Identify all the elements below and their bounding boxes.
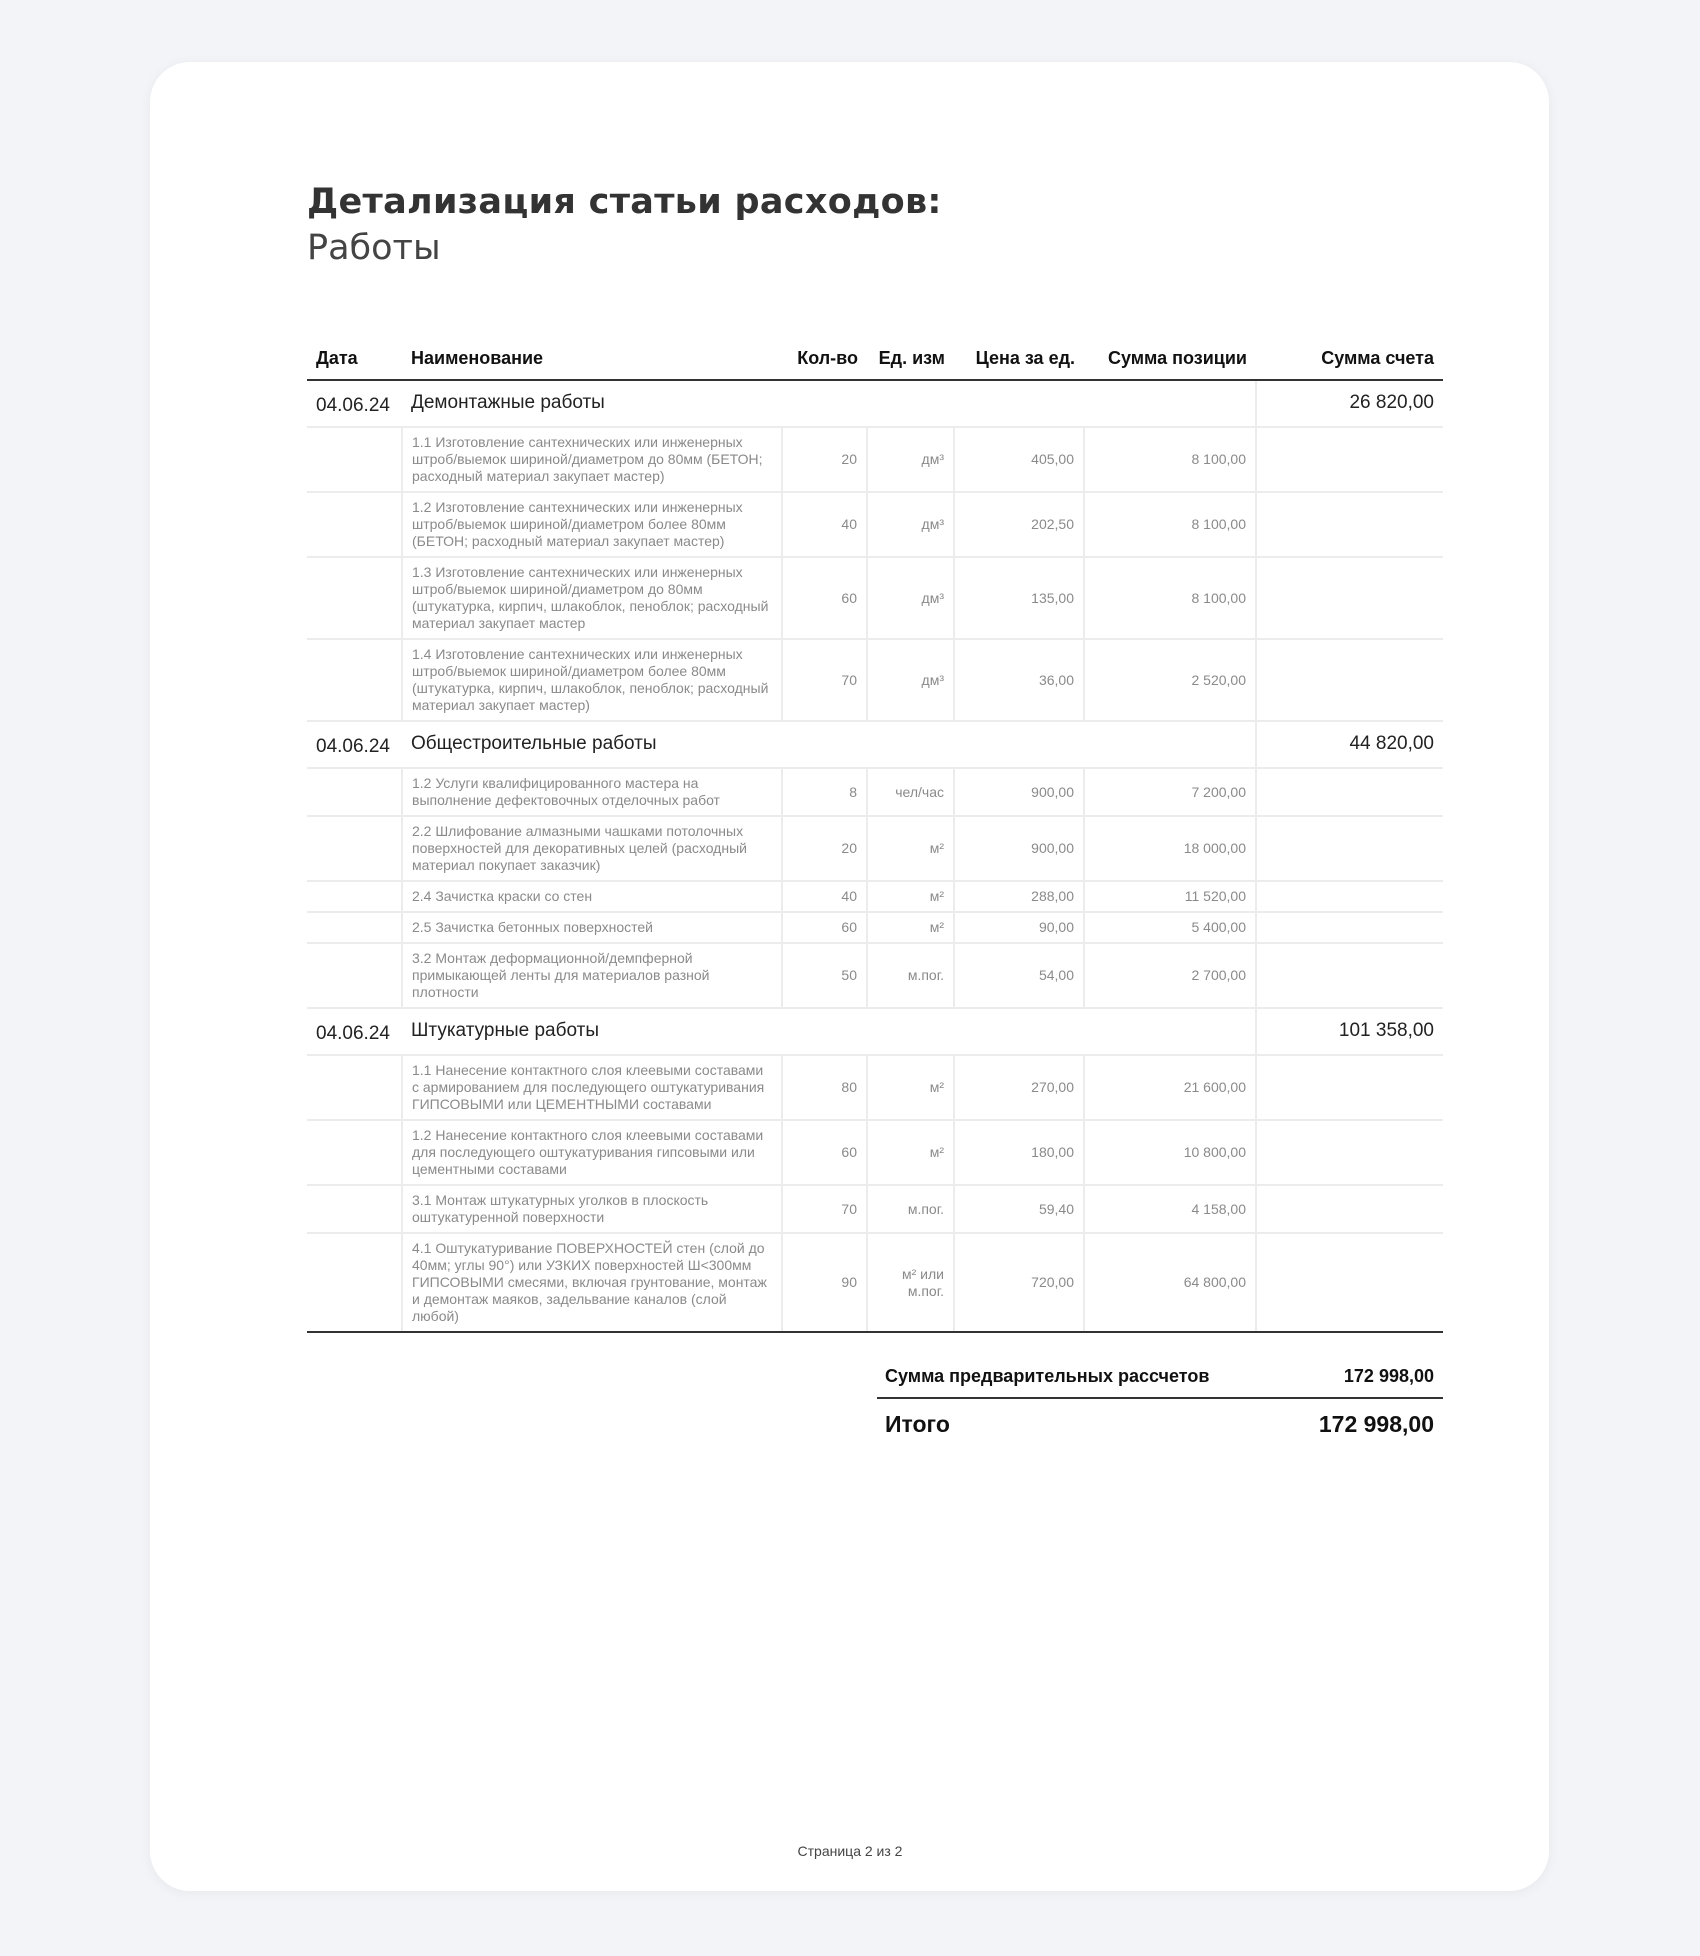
col-total: Сумма счета xyxy=(1256,336,1443,380)
item-price: 202,50 xyxy=(954,492,1084,557)
item-sum: 8 100,00 xyxy=(1084,492,1256,557)
table-row xyxy=(307,492,1443,557)
table-row xyxy=(307,912,1443,943)
item-qty: 60 xyxy=(782,1120,867,1185)
item-name: 4.1 Оштукатуривание ПОВЕРХНОСТЕЙ стен (слой до 40мм; углы 90°) или УЗКИХ поверхностей Ш<300мм ГИПСОВЫМИ смесями, включая грунтование, монтаж и демонтаж маяков, задельвание каналов (слой любой) xyxy=(402,1233,782,1332)
item-date-empty xyxy=(307,427,402,492)
item-price: 405,00 xyxy=(954,427,1084,492)
item-unit: м² xyxy=(867,1055,954,1120)
item-qty: 60 xyxy=(782,912,867,943)
item-price: 720,00 xyxy=(954,1233,1084,1332)
item-total-empty xyxy=(1256,881,1443,912)
item-unit: м² xyxy=(867,912,954,943)
prelim-sum-row xyxy=(877,1355,1443,1399)
item-total-empty xyxy=(1256,943,1443,1008)
item-date-empty xyxy=(307,1120,402,1185)
group-row xyxy=(307,1008,1443,1055)
expense-table xyxy=(307,336,1443,1333)
col-sum: Сумма позиции xyxy=(1084,336,1256,380)
table-row xyxy=(307,816,1443,881)
item-unit: дм³ xyxy=(867,639,954,721)
item-price: 54,00 xyxy=(954,943,1084,1008)
group-name: Штукатурные работы xyxy=(402,1008,1256,1055)
item-date-empty xyxy=(307,639,402,721)
item-date-empty xyxy=(307,1055,402,1120)
item-sum: 7 200,00 xyxy=(1084,768,1256,816)
item-name: 1.2 Изготовление сантехнических или инженерных штроб/выемок шириной/диаметром более 80мм (БЕТОН; расходный материал закупает мастер) xyxy=(402,492,782,557)
item-price: 36,00 xyxy=(954,639,1084,721)
group-total: 26 820,00 xyxy=(1256,380,1443,427)
item-sum: 8 100,00 xyxy=(1084,427,1256,492)
col-name: Наименование xyxy=(402,336,782,380)
item-name: 1.2 Нанесение контактного слоя клеевыми составами для последующего оштукатуривания гипсовыми или цементными составами xyxy=(402,1120,782,1185)
item-total-empty xyxy=(1256,816,1443,881)
group-row xyxy=(307,721,1443,768)
group-date: 04.06.24 xyxy=(307,721,402,768)
item-sum: 18 000,00 xyxy=(1084,816,1256,881)
item-total-empty xyxy=(1256,492,1443,557)
table-row xyxy=(307,427,1443,492)
table-row xyxy=(307,943,1443,1008)
item-unit: дм³ xyxy=(867,492,954,557)
item-price: 135,00 xyxy=(954,557,1084,639)
item-sum: 11 520,00 xyxy=(1084,881,1256,912)
item-sum: 10 800,00 xyxy=(1084,1120,1256,1185)
item-qty: 90 xyxy=(782,1233,867,1332)
item-qty: 50 xyxy=(782,943,867,1008)
item-total-empty xyxy=(1256,1233,1443,1332)
item-name: 1.4 Изготовление сантехнических или инженерных штроб/выемок шириной/диаметром более 80мм (штукатурка, кирпич, шлакоблок, пеноблок; расходный материал закупает мастер) xyxy=(402,639,782,721)
item-name: 2.5 Зачистка бетонных поверхностей xyxy=(402,912,782,943)
item-unit: м² xyxy=(867,1120,954,1185)
item-name: 1.2 Услуги квалифицированного мастера на выполнение дефектовочных отделочных работ xyxy=(402,768,782,816)
grand-total-value: 172 998,00 xyxy=(1318,1410,1434,1437)
prelim-sum-value: 172 998,00 xyxy=(1343,1365,1434,1386)
item-sum: 2 700,00 xyxy=(1084,943,1256,1008)
item-date-empty xyxy=(307,492,402,557)
item-date-empty xyxy=(307,881,402,912)
table-row xyxy=(307,768,1443,816)
prelim-sum-label: Сумма предварительных рассчетов xyxy=(885,1365,1210,1386)
table-row xyxy=(307,1120,1443,1185)
group-total: 101 358,00 xyxy=(1256,1008,1443,1055)
item-sum: 2 520,00 xyxy=(1084,639,1256,721)
group-total: 44 820,00 xyxy=(1256,721,1443,768)
group-row xyxy=(307,380,1443,427)
table-header xyxy=(307,336,1443,380)
item-total-empty xyxy=(1256,557,1443,639)
item-name: 1.1 Изготовление сантехнических или инженерных штроб/выемок шириной/диаметром до 80мм (БЕТОН; расходный материал закупает мастер) xyxy=(402,427,782,492)
col-date: Дата xyxy=(307,336,402,380)
table-row xyxy=(307,881,1443,912)
item-qty: 20 xyxy=(782,816,867,881)
group-date: 04.06.24 xyxy=(307,380,402,427)
item-qty: 80 xyxy=(782,1055,867,1120)
item-name: 3.2 Монтаж деформационной/демпферной примыкающей ленты для материалов разной плотности xyxy=(402,943,782,1008)
item-qty: 70 xyxy=(782,1185,867,1233)
page-number: Страница 2 из 2 xyxy=(797,1843,903,1859)
grand-total-row xyxy=(877,1401,1443,1447)
item-qty: 40 xyxy=(782,881,867,912)
item-unit: дм³ xyxy=(867,557,954,639)
item-total-empty xyxy=(1256,768,1443,816)
item-date-empty xyxy=(307,768,402,816)
item-name: 1.1 Нанесение контактного слоя клеевыми составами с армированием для последующего оштукатуривания ГИПСОВЫМИ или ЦЕМЕНТНЫМИ составами xyxy=(402,1055,782,1120)
table-row xyxy=(307,1233,1443,1332)
item-price: 59,40 xyxy=(954,1185,1084,1233)
item-qty: 70 xyxy=(782,639,867,721)
item-name: 2.4 Зачистка краски со стен xyxy=(402,881,782,912)
table-row xyxy=(307,1185,1443,1233)
item-unit: дм³ xyxy=(867,427,954,492)
group-name: Демонтажные работы xyxy=(402,380,1256,427)
item-date-empty xyxy=(307,912,402,943)
item-date-empty xyxy=(307,557,402,639)
item-qty: 40 xyxy=(782,492,867,557)
item-total-empty xyxy=(1256,912,1443,943)
table-row xyxy=(307,639,1443,721)
item-unit: м.пог. xyxy=(867,943,954,1008)
col-price: Цена за ед. xyxy=(954,336,1084,380)
item-qty: 20 xyxy=(782,427,867,492)
item-name: 3.1 Монтаж штукатурных уголков в плоскость оштукатуренной поверхности xyxy=(402,1185,782,1233)
item-unit: м.пог. xyxy=(867,1185,954,1233)
item-date-empty xyxy=(307,1233,402,1332)
item-unit: м² xyxy=(867,816,954,881)
item-unit: чел/час xyxy=(867,768,954,816)
item-total-empty xyxy=(1256,427,1443,492)
item-price: 288,00 xyxy=(954,881,1084,912)
item-qty: 60 xyxy=(782,557,867,639)
item-total-empty xyxy=(1256,1120,1443,1185)
group-date: 04.06.24 xyxy=(307,1008,402,1055)
item-name: 2.2 Шлифование алмазными чашками потолочных поверхностей для декоративных целей (расходный материал покупает заказчик) xyxy=(402,816,782,881)
item-name: 1.3 Изготовление сантехнических или инженерных штроб/выемок шириной/диаметром до 80мм (штукатурка, кирпич, шлакоблок, пеноблок; расходный материал закупает мастер xyxy=(402,557,782,639)
item-price: 270,00 xyxy=(954,1055,1084,1120)
item-date-empty xyxy=(307,1185,402,1233)
item-total-empty xyxy=(1256,1185,1443,1233)
item-date-empty xyxy=(307,943,402,1008)
item-sum: 21 600,00 xyxy=(1084,1055,1256,1120)
item-total-empty xyxy=(1256,1055,1443,1120)
item-total-empty xyxy=(1256,639,1443,721)
grand-total-label: Итого xyxy=(885,1410,950,1437)
item-sum: 8 100,00 xyxy=(1084,557,1256,639)
item-qty: 8 xyxy=(782,768,867,816)
item-sum: 64 800,00 xyxy=(1084,1233,1256,1332)
item-unit: м² или м.пог. xyxy=(867,1233,954,1332)
item-unit: м² xyxy=(867,881,954,912)
group-name: Общестроительные работы xyxy=(402,721,1256,768)
item-price: 90,00 xyxy=(954,912,1084,943)
page-subtitle: Работы xyxy=(307,228,441,268)
item-price: 900,00 xyxy=(954,816,1084,881)
item-date-empty xyxy=(307,816,402,881)
item-price: 900,00 xyxy=(954,768,1084,816)
table-row xyxy=(307,557,1443,639)
item-sum: 4 158,00 xyxy=(1084,1185,1256,1233)
page-title: Детализация статьи расходов: xyxy=(307,182,942,222)
item-sum: 5 400,00 xyxy=(1084,912,1256,943)
col-unit: Ед. изм xyxy=(867,336,954,380)
item-price: 180,00 xyxy=(954,1120,1084,1185)
col-qty: Кол-во xyxy=(782,336,867,380)
table-row xyxy=(307,1055,1443,1120)
